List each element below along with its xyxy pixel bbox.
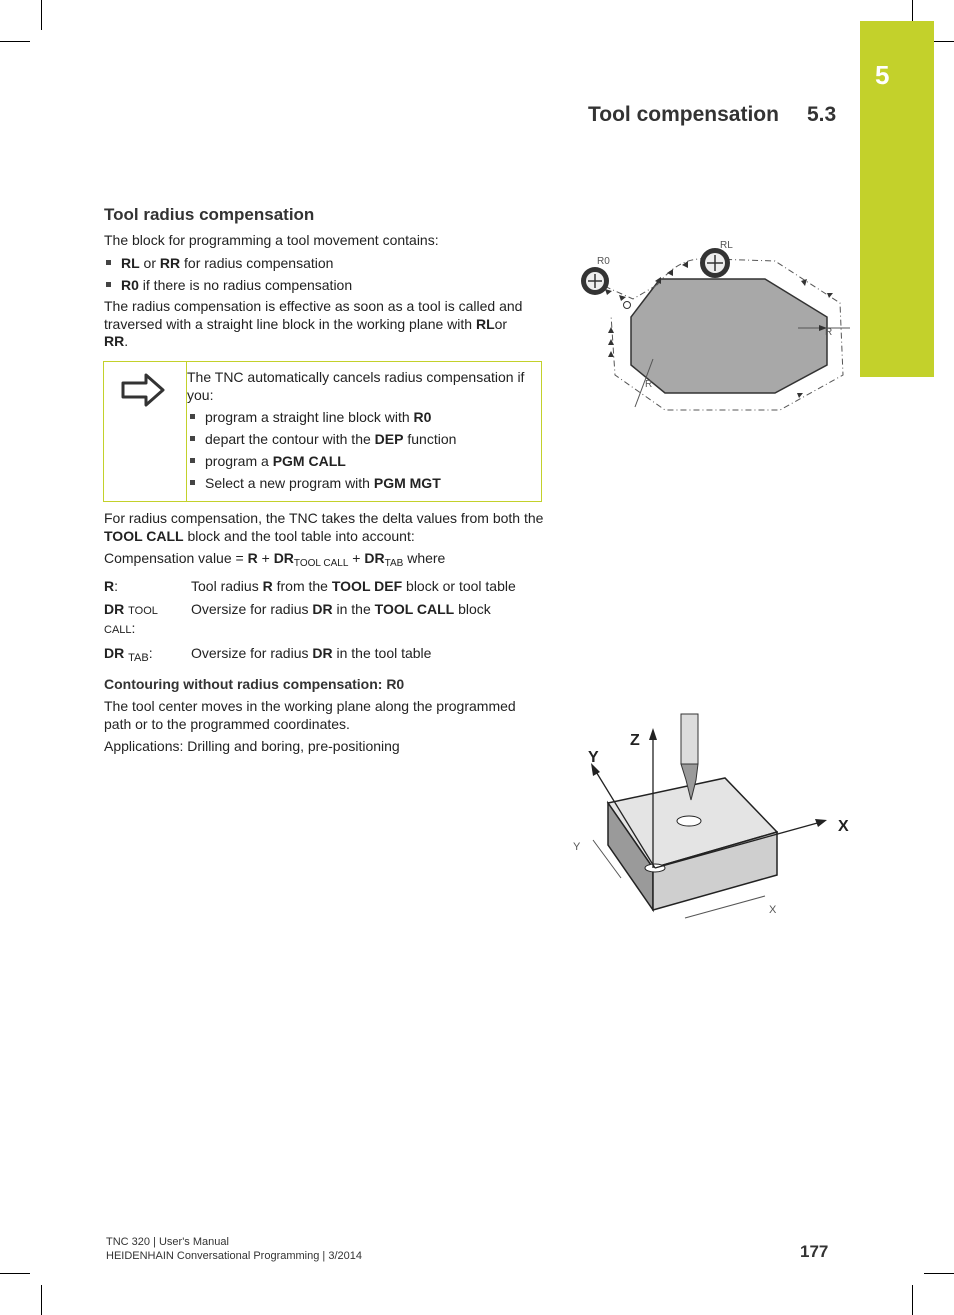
page-number: 177	[800, 1242, 829, 1261]
footer-line: HEIDENHAIN Conversational Programming | 3/2014	[106, 1250, 362, 1262]
figure-tool-block	[565, 700, 855, 925]
subsection-title: Contouring without radius compensation: R0	[104, 676, 405, 692]
crop-mark	[912, 1285, 913, 1315]
dim-x-label: X	[769, 904, 777, 916]
def-term: R:	[104, 578, 119, 594]
def-term: DR $_{TAB}$:	[104, 645, 153, 664]
def-desc: Tool radius R from the TOOL DEF block or tool table	[191, 578, 516, 594]
header-section: 5.3	[806, 103, 837, 126]
chapter-number: 5	[875, 60, 890, 90]
crop-mark	[41, 0, 42, 30]
axis-z-label: Z	[630, 732, 640, 749]
list-item: program a straight line block with R0	[190, 409, 431, 426]
intro-text: The block for programming a tool movement contains:	[104, 232, 439, 248]
section-title: Tool radius compensation	[104, 205, 315, 224]
chapter-tab	[860, 21, 934, 377]
list-item: R0 if there is no radius compensation	[106, 277, 352, 294]
label-rl: RL	[720, 240, 733, 251]
crop-mark	[41, 1285, 42, 1315]
paragraph: The radius compensation is effective as soon as a tool is called and traversed with a straight line block in the working plane with RLor RR.	[104, 298, 523, 349]
def-desc: Oversize for radius DR in the TOOL CALL block	[191, 601, 491, 617]
list-item: depart the contour with the DEP function	[190, 431, 456, 448]
list-item: RL or RR for radius compensation	[106, 255, 333, 272]
axis-x-label: X	[838, 818, 849, 835]
def-term: DR TOOL CALL:	[104, 601, 158, 636]
crop-mark	[0, 1273, 30, 1274]
axis-y-label: Y	[588, 749, 599, 766]
dim-y-label: Y	[573, 841, 581, 853]
footer-line: TNC 320 | User's Manual	[106, 1236, 229, 1248]
crop-mark	[0, 41, 30, 42]
label-r: R	[825, 327, 833, 338]
list-item: program a PGM CALL	[190, 453, 346, 470]
paragraph: Applications: Drilling and boring, pre-positioning	[104, 738, 400, 754]
arrow-right-icon	[120, 372, 166, 408]
running-header	[588, 103, 836, 127]
crop-mark	[924, 1273, 954, 1274]
paragraph: The tool center moves in the working plane along the programmed path or to the programmed coordinates.	[104, 698, 516, 732]
paragraph: For radius compensation, the TNC takes the delta values from both the TOOL CALL block and the tool table into account:	[104, 510, 544, 544]
formula: Compensation value = $R + DR_{TOOL CALL} + DR_{TAB}$ where	[104, 550, 446, 569]
figure-radius-compensation	[565, 235, 855, 415]
header-title: Tool compensation	[588, 103, 779, 126]
note-text: The TNC automatically cancels radius compensation if you:	[187, 369, 525, 403]
note-box	[103, 361, 542, 502]
footer	[106, 1235, 362, 1263]
label-r0: R0	[597, 256, 610, 267]
label-r: R	[645, 379, 653, 390]
list-item: Select a new program with PGM MGT	[190, 475, 441, 492]
def-desc: Oversize for radius DR in the tool table	[191, 645, 432, 661]
